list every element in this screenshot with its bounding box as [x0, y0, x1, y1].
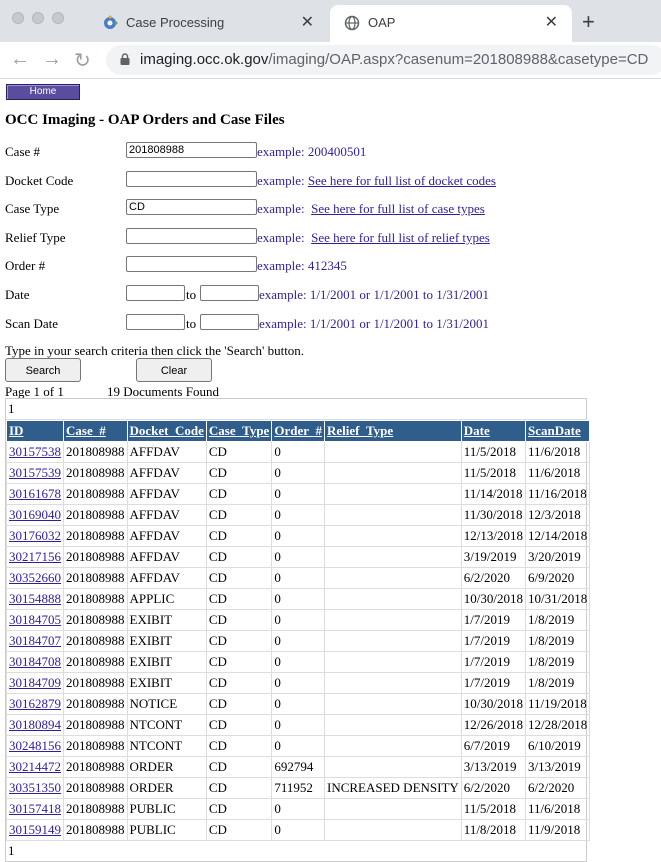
table-row [7, 673, 590, 694]
date-to-label: to [186, 287, 197, 302]
table-cell-relief-type [324, 715, 461, 736]
date-example: example: 1/1/2001 or 1/1/2001 to 1/31/2001 [259, 287, 490, 302]
sort-link[interactable]: ScanDate [528, 423, 581, 438]
table-cell-case-: 201808988 [64, 442, 128, 463]
table-cell-relief-type [324, 757, 461, 778]
table-cell-case-type: CD [206, 526, 271, 547]
table-row [7, 526, 590, 547]
table-cell-docket-code: ORDER [127, 757, 206, 778]
table-cell-docket-code: APPLIC [127, 589, 206, 610]
table-cell-case-: 201808988 [64, 568, 128, 589]
table-cell-scandate: 6/9/2020 [526, 568, 590, 589]
table-cell-docket-code: AFFDAV [127, 568, 206, 589]
home-button[interactable]: Home [6, 84, 80, 100]
table-cell-date: 11/5/2018 [461, 799, 525, 820]
table-row [7, 610, 590, 631]
table-cell-docket-code: AFFDAV [127, 505, 206, 526]
table-cell-order-: 0 [272, 442, 325, 463]
relief-types-link[interactable]: See here for full list of relief types [311, 230, 490, 245]
documents-found: 19 Documents Found [107, 384, 219, 399]
tab-oap[interactable] [330, 5, 572, 42]
table-cell-id [7, 673, 64, 694]
table-cell-scandate: 11/16/2018 [526, 484, 590, 505]
table-cell-order-: 0 [272, 820, 325, 841]
search-instructions: Type in your search criteria then click the 'Search' button. [5, 343, 305, 358]
table-cell-date: 3/19/2019 [461, 547, 525, 568]
page-info: Page 1 of 1 [5, 384, 64, 399]
tab-title: OAP [368, 15, 396, 30]
order-number-example: example: 412345 [257, 258, 347, 273]
table-cell-case-type: CD [206, 820, 271, 841]
table-cell-case-type: CD [206, 568, 271, 589]
table-cell-case-: 201808988 [64, 505, 128, 526]
table-row [7, 652, 590, 673]
scan-date-to-input[interactable] [200, 314, 259, 330]
table-cell-docket-code: EXIBIT [127, 652, 206, 673]
sort-link[interactable]: Docket_Code [129, 423, 204, 438]
table-cell-order-: 0 [272, 799, 325, 820]
table-cell-case-: 201808988 [64, 589, 128, 610]
close-tab-icon[interactable]: ✕ [544, 14, 558, 31]
table-cell-relief-type [324, 568, 461, 589]
document-id-link[interactable]: 30157539 [9, 465, 61, 480]
table-cell-id [7, 505, 64, 526]
results-table [6, 420, 590, 841]
document-id-link[interactable]: 30214472 [9, 759, 61, 774]
url-path: /imaging/OAP.aspx?casenum=201808988&casetype=CD [268, 51, 649, 68]
date-label: Date [5, 287, 30, 302]
table-cell-date: 1/7/2019 [461, 631, 525, 652]
table-cell-case-type: CD [206, 694, 271, 715]
table-cell-order-: 0 [272, 589, 325, 610]
table-cell-scandate: 3/13/2019 [526, 757, 590, 778]
case-type-example [257, 201, 485, 217]
document-id-link[interactable]: 30169040 [9, 507, 61, 522]
column-header-case-type[interactable] [206, 421, 271, 442]
table-cell-case-: 201808988 [64, 778, 128, 799]
table-cell-order-: 0 [272, 547, 325, 568]
table-cell-case-: 201808988 [64, 610, 128, 631]
gear-icon [102, 15, 118, 31]
table-cell-scandate: 1/8/2019 [526, 652, 590, 673]
table-cell-case-: 201808988 [64, 694, 128, 715]
new-tab-icon[interactable]: + [582, 9, 595, 34]
close-window-button[interactable] [12, 12, 24, 24]
column-header-scandate[interactable] [526, 421, 590, 442]
document-id-link[interactable]: 30162879 [9, 696, 61, 711]
table-cell-order-: 0 [272, 673, 325, 694]
example-prefix: example: [257, 201, 305, 216]
table-cell-case-type: CD [206, 673, 271, 694]
address-bar[interactable] [106, 45, 661, 75]
case-type-label: Case Type [5, 201, 60, 216]
document-id-link[interactable]: 30248156 [9, 738, 61, 753]
table-cell-docket-code: EXIBIT [127, 610, 206, 631]
table-cell-relief-type [324, 484, 461, 505]
table-cell-id [7, 610, 64, 631]
table-row [7, 463, 590, 484]
table-cell-id [7, 715, 64, 736]
table-cell-order-: 0 [272, 631, 325, 652]
table-cell-case-: 201808988 [64, 484, 128, 505]
clear-button[interactable]: Clear [136, 358, 212, 382]
example-prefix: example: [257, 230, 305, 245]
table-row [7, 442, 590, 463]
table-cell-id [7, 442, 64, 463]
table-row [7, 757, 590, 778]
table-cell-relief-type [324, 820, 461, 841]
column-header-case-[interactable] [64, 421, 128, 442]
table-cell-case-type: CD [206, 799, 271, 820]
table-cell-order-: 0 [272, 505, 325, 526]
table-cell-case-type: CD [206, 715, 271, 736]
table-row [7, 799, 590, 820]
table-cell-id [7, 547, 64, 568]
table-cell-case-type: CD [206, 547, 271, 568]
minimize-window-button[interactable] [32, 12, 44, 24]
table-cell-order-: 0 [272, 610, 325, 631]
url-host: imaging.occ.ok.gov [140, 51, 269, 68]
search-button[interactable]: Search [5, 358, 81, 382]
table-cell-scandate: 1/8/2019 [526, 631, 590, 652]
table-cell-docket-code: AFFDAV [127, 442, 206, 463]
table-cell-case-type: CD [206, 589, 271, 610]
table-cell-docket-code: AFFDAV [127, 484, 206, 505]
pager-top [6, 399, 586, 420]
document-id-link[interactable]: 30157538 [9, 444, 61, 459]
close-tab-icon[interactable]: ✕ [300, 14, 314, 31]
table-cell-scandate: 6/10/2019 [526, 736, 590, 757]
table-cell-date: 11/30/2018 [461, 505, 525, 526]
table-cell-date: 6/7/2019 [461, 736, 525, 757]
table-cell-case-: 201808988 [64, 673, 128, 694]
table-cell-relief-type [324, 505, 461, 526]
table-cell-relief-type [324, 694, 461, 715]
pager-bottom [6, 841, 586, 861]
document-id-link[interactable]: 30180894 [9, 717, 61, 732]
document-id-link[interactable]: 30157418 [9, 801, 61, 816]
table-cell-id [7, 820, 64, 841]
case-types-link[interactable]: See here for full list of case types [311, 201, 485, 216]
table-cell-docket-code: PUBLIC [127, 820, 206, 841]
column-header-id[interactable] [7, 421, 64, 442]
browser-chrome [0, 0, 661, 78]
date-from-input[interactable] [126, 285, 185, 301]
order-number-input[interactable] [126, 256, 257, 272]
table-cell-date: 6/2/2020 [461, 778, 525, 799]
lock-icon [120, 53, 130, 65]
document-id-link[interactable]: 30352660 [9, 570, 61, 585]
table-cell-case-type: CD [206, 778, 271, 799]
table-cell-scandate: 11/9/2018 [526, 820, 590, 841]
table-cell-docket-code: PUBLIC [127, 799, 206, 820]
case-number-label: Case # [5, 144, 41, 159]
table-cell-order-: 692794 [272, 757, 325, 778]
table-cell-date: 12/26/2018 [461, 715, 525, 736]
table-cell-case-: 201808988 [64, 547, 128, 568]
sort-link[interactable]: Order_# [274, 423, 322, 438]
table-cell-case-: 201808988 [64, 736, 128, 757]
docket-code-label: Docket Code [5, 173, 74, 188]
table-cell-date: 10/30/2018 [461, 694, 525, 715]
table-cell-relief-type [324, 442, 461, 463]
table-cell-relief-type [324, 652, 461, 673]
table-cell-relief-type [324, 610, 461, 631]
table-cell-relief-type [324, 463, 461, 484]
document-id-link[interactable]: 30184707 [9, 633, 61, 648]
table-row [7, 484, 590, 505]
table-cell-relief-type [324, 589, 461, 610]
scan-date-label: Scan Date [5, 316, 59, 331]
page-title: OCC Imaging - OAP Orders and Case Files [5, 112, 285, 128]
table-cell-case-type: CD [206, 757, 271, 778]
table-cell-id [7, 589, 64, 610]
case-type-input[interactable]: CD [126, 199, 257, 215]
column-header-relief-type[interactable] [324, 421, 461, 442]
table-cell-case-: 201808988 [64, 652, 128, 673]
table-cell-id [7, 631, 64, 652]
column-header-order-[interactable] [272, 421, 325, 442]
table-cell-date: 1/7/2019 [461, 652, 525, 673]
table-cell-docket-code: AFFDAV [127, 547, 206, 568]
relief-type-label: Relief Type [5, 230, 66, 245]
table-cell-case-type: CD [206, 652, 271, 673]
table-cell-id [7, 652, 64, 673]
relief-type-example [257, 230, 490, 246]
table-cell-order-: 0 [272, 526, 325, 547]
table-cell-case-type: CD [206, 631, 271, 652]
table-cell-order-: 0 [272, 715, 325, 736]
table-cell-date: 3/13/2019 [461, 757, 525, 778]
table-cell-case-: 201808988 [64, 715, 128, 736]
column-header-docket-code[interactable] [127, 421, 206, 442]
docket-codes-link[interactable]: See here for full list of docket codes [307, 173, 496, 188]
table-cell-date: 6/2/2020 [461, 568, 525, 589]
table-cell-scandate: 3/20/2019 [526, 547, 590, 568]
table-cell-case-type: CD [206, 442, 271, 463]
table-row [7, 778, 590, 799]
table-cell-date: 1/7/2019 [461, 673, 525, 694]
sort-link[interactable]: Relief_Type [326, 423, 394, 438]
table-row [7, 547, 590, 568]
table-row [7, 568, 590, 589]
table-cell-case-: 201808988 [64, 463, 128, 484]
document-id-link[interactable]: 30161678 [9, 486, 61, 501]
table-cell-order-: 0 [272, 463, 325, 484]
table-cell-date: 11/14/2018 [461, 484, 525, 505]
scan-date-example: example: 1/1/2001 or 1/1/2001 to 1/31/2001 [259, 316, 490, 331]
docket-code-example [257, 173, 496, 189]
table-cell-relief-type: INCREASED DENSITY [324, 778, 461, 799]
table-cell-scandate: 1/8/2019 [526, 673, 590, 694]
table-cell-docket-code: ORDER [127, 778, 206, 799]
column-header-date[interactable] [461, 421, 525, 442]
table-cell-docket-code: AFFDAV [127, 463, 206, 484]
table-row [7, 694, 590, 715]
table-cell-order-: 0 [272, 694, 325, 715]
table-cell-case-: 201808988 [64, 799, 128, 820]
sort-link[interactable]: Case_Type [208, 423, 270, 438]
table-cell-case-: 201808988 [64, 631, 128, 652]
table-cell-scandate: 12/28/2018 [526, 715, 590, 736]
table-cell-order-: 0 [272, 652, 325, 673]
reload-icon[interactable]: ↻ [74, 50, 91, 72]
table-cell-id [7, 799, 64, 820]
table-row [7, 589, 590, 610]
maximize-window-button[interactable] [52, 12, 64, 24]
document-id-link[interactable]: 30217156 [9, 549, 61, 564]
table-cell-scandate: 6/2/2020 [526, 778, 590, 799]
table-cell-relief-type [324, 799, 461, 820]
table-cell-relief-type [324, 673, 461, 694]
url-text [140, 51, 648, 68]
date-to-input[interactable] [200, 285, 259, 301]
table-cell-docket-code: NOTICE [127, 694, 206, 715]
back-icon[interactable]: ← [10, 48, 30, 70]
table-cell-date: 11/5/2018 [461, 442, 525, 463]
table-cell-scandate: 12/14/2018 [526, 526, 590, 547]
document-id-link[interactable]: 30351350 [9, 780, 61, 795]
table-cell-id [7, 484, 64, 505]
table-cell-scandate: 10/31/2018 [526, 589, 590, 610]
table-cell-order-: 0 [272, 736, 325, 757]
table-row [7, 631, 590, 652]
table-cell-id [7, 568, 64, 589]
table-cell-relief-type [324, 736, 461, 757]
table-cell-case-type: CD [206, 505, 271, 526]
table-cell-order-: 0 [272, 568, 325, 589]
table-cell-scandate: 11/6/2018 [526, 463, 590, 484]
document-id-link[interactable]: 30184709 [9, 675, 61, 690]
table-cell-docket-code: NTCONT [127, 715, 206, 736]
table-cell-id [7, 736, 64, 757]
results-body [7, 442, 590, 841]
tab-title: Case Processing [126, 15, 225, 30]
table-cell-id [7, 778, 64, 799]
table-cell-case-: 201808988 [64, 757, 128, 778]
document-id-link[interactable]: 30184705 [9, 612, 61, 627]
table-cell-case-: 201808988 [64, 820, 128, 841]
pager-page-1: 1 [8, 843, 15, 858]
docket-code-input[interactable] [126, 171, 257, 187]
table-cell-scandate: 11/6/2018 [526, 799, 590, 820]
table-cell-relief-type [324, 631, 461, 652]
table-cell-docket-code: AFFDAV [127, 526, 206, 547]
scan-date-to-label: to [186, 316, 197, 331]
table-cell-relief-type [324, 547, 461, 568]
table-cell-scandate: 1/8/2019 [526, 610, 590, 631]
table-cell-id [7, 526, 64, 547]
table-cell-case-type: CD [206, 463, 271, 484]
globe-icon [344, 15, 360, 31]
table-cell-case-type: CD [206, 610, 271, 631]
table-cell-id [7, 757, 64, 778]
scan-date-from-input[interactable] [126, 314, 185, 330]
table-row [7, 820, 590, 841]
example-prefix: example: [257, 173, 305, 188]
results-grid [5, 398, 587, 862]
navigation-bar [0, 42, 661, 79]
sort-link[interactable]: ID [9, 423, 24, 438]
document-id-link[interactable]: 30154888 [9, 591, 61, 606]
table-cell-date: 1/7/2019 [461, 610, 525, 631]
table-row [7, 715, 590, 736]
table-cell-scandate: 12/3/2018 [526, 505, 590, 526]
sort-link[interactable]: Case_# [66, 423, 106, 438]
table-cell-docket-code: NTCONT [127, 736, 206, 757]
document-id-link[interactable]: 30159149 [9, 822, 61, 837]
table-cell-scandate: 11/19/2018 [526, 694, 590, 715]
case-number-example: example: 200400501 [257, 144, 367, 159]
table-cell-date: 11/5/2018 [461, 463, 525, 484]
table-cell-docket-code: EXIBIT [127, 673, 206, 694]
table-cell-date: 11/8/2018 [461, 820, 525, 841]
table-cell-date: 12/13/2018 [461, 526, 525, 547]
document-id-link[interactable]: 30176032 [9, 528, 61, 543]
order-number-label: Order # [5, 258, 46, 273]
table-cell-scandate: 11/6/2018 [526, 442, 590, 463]
tab-bar [0, 0, 661, 42]
table-cell-order-: 0 [272, 484, 325, 505]
table-cell-date: 10/30/2018 [461, 589, 525, 610]
forward-icon[interactable]: → [42, 48, 62, 70]
table-cell-id [7, 694, 64, 715]
tab-case-processing[interactable] [88, 5, 328, 42]
case-number-input[interactable]: 201808988 [126, 142, 257, 158]
table-cell-case-: 201808988 [64, 526, 128, 547]
pager-page-1: 1 [8, 401, 15, 416]
table-cell-order-: 711952 [272, 778, 325, 799]
table-cell-case-type: CD [206, 484, 271, 505]
table-row [7, 736, 590, 757]
table-row [7, 505, 590, 526]
table-cell-docket-code: EXIBIT [127, 631, 206, 652]
table-cell-case-type: CD [206, 736, 271, 757]
document-id-link[interactable]: 30184708 [9, 654, 61, 669]
relief-type-input[interactable] [126, 228, 257, 244]
table-cell-id [7, 463, 64, 484]
header-row [7, 421, 590, 442]
sort-link[interactable]: Date [463, 423, 490, 438]
table-cell-relief-type [324, 526, 461, 547]
